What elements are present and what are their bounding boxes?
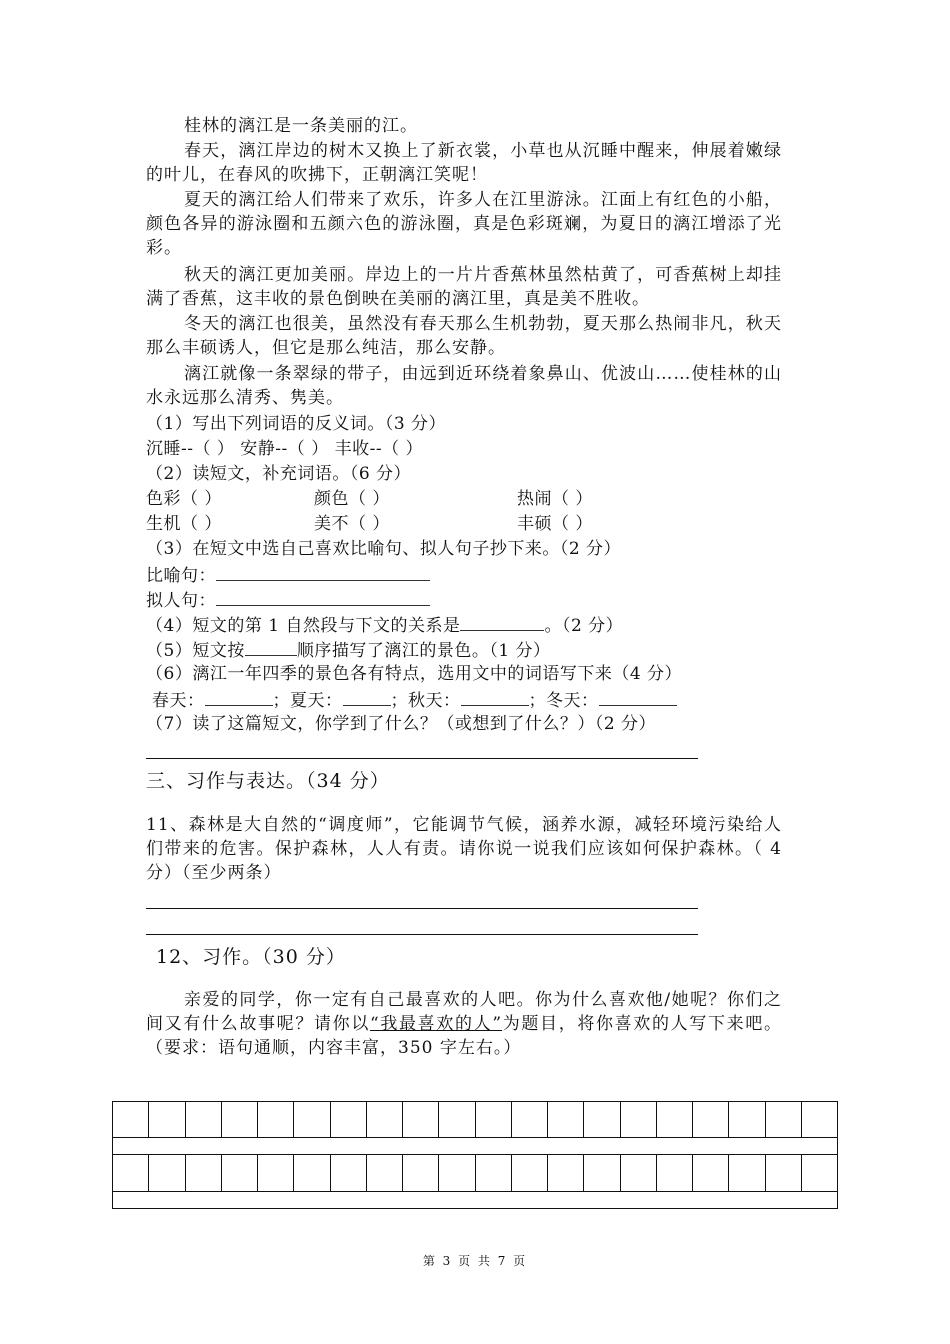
question-5-text: （5）短文按 [146,641,245,661]
question-7: （7）读了这篇短文，你学到了什么？（或想到了什么？）（2 分） [146,714,657,734]
question-1-items: 沉睡--（ ） 安静--（ ） 丰收--（ ） [146,439,423,459]
essay-topic: “我最喜欢的人” [369,1014,503,1034]
question-1: （1）写出下列词语的反义词。（3 分） [146,414,447,434]
autumn-blank[interactable] [461,687,529,706]
question-3-simile-row [146,562,430,588]
question-11: 11、森林是大自然的“调度师”，它能调节气候，涵养水源，减轻环境污染给人们带来的危害。保护森林，人人有责。请你说一说我们应该如何保护森林。（ 4 分）（至少两条） [146,815,782,883]
question-2: （2）读短文，补充词语。（6 分） [146,464,412,484]
passage-paragraph-1: 桂林的漓江是一条美丽的江。 [184,116,418,136]
passage-paragraph-4: 秋天的漓江更加美丽。岸边上的一片片香蕉林虽然枯黄了，可香蕉树上却挂满了香蕉，这丰收的景色倒映在美丽的漓江里，真是美不胜收。 [146,265,782,309]
grid-row-2[interactable] [113,1155,837,1191]
question-12-title: 12、习作。（30 分） [156,946,346,968]
writing-grid[interactable] [112,1101,838,1209]
summer-blank[interactable] [343,687,391,706]
question-12-prompt [146,988,782,1060]
question-12-prompt-a: 亲爱的同学，你一定有自己最喜欢的人吧。你为什么喜欢他/她呢？你们之间又有什么故事呢？请你以 [146,990,782,1034]
passage-paragraph-5: 冬天的漓江也很美，虽然没有春天那么生机勃勃，夏天那么热闹非凡，秋天那么丰硕诱人，但它是那么纯洁，那么安静。 [146,314,782,358]
grid-row-1[interactable] [113,1102,837,1137]
question-4 [146,612,623,638]
question-11-answer-line-2[interactable] [146,934,698,935]
question-2-item-生机: 生机（ ） [146,514,222,534]
question-2-item-热闹: 热闹（ ） [517,489,593,509]
spring-label: 春天： [152,691,205,711]
personify-answer-blank[interactable] [216,587,430,606]
passage-paragraph-6: 漓江就像一条翠绿的带子，由远到近环绕着象鼻山、优波山……使桂林的山水永远那么清秀、隽美。 [146,364,782,408]
question-7-answer-line[interactable] [146,758,698,759]
question-2-item-色彩: 色彩（ ） [146,489,222,509]
question-2-item-丰硕: 丰硕（ ） [517,514,593,534]
question-4-blank[interactable] [460,612,544,631]
simile-answer-blank[interactable] [216,562,430,581]
question-5-blank[interactable] [245,637,297,656]
question-12-prompt-b: 为题目，将你喜欢的人写下来吧。（要求：语句通顺，内容丰富，350 字左右。） [146,1014,783,1058]
question-6-seasons [152,687,677,713]
question-2-item-颜色: 颜色（ ） [314,489,390,509]
spring-blank[interactable] [205,687,273,706]
autumn-label: ；秋天： [390,691,461,711]
section-3-title: 三、习作与表达。（34 分） [146,770,390,792]
question-6: （6）漓江一年四季的景色各有特点，选用文中的词语写下来（4 分） [146,664,683,684]
page-number: 第 3 页 共 7 页 [422,1254,528,1268]
summer-label: ；夏天： [272,691,343,711]
question-3: （3）在短文中选自己喜欢比喻句、拟人句子抄下来。（2 分） [146,539,622,559]
question-5 [146,637,551,663]
passage-paragraph-2: 春天，漓江岸边的树木又换上了新衣裳，小草也从沉睡中醒来，伸展着嫩绿的叶儿，在春风的吹拂下，正朝漓江笑呢！ [146,141,782,185]
question-2-item-美不: 美不（ ） [314,514,390,534]
personify-label: 拟人句： [146,591,216,611]
question-11-answer-line-1[interactable] [146,908,698,909]
question-5-rest: 顺序描写了漓江的景色。（1 分） [296,641,551,661]
question-4-score: 。（2 分） [544,616,624,636]
question-4-text: （4）短文的第 1 自然段与下文的关系是 [146,616,461,636]
simile-label: 比喻句： [146,566,216,586]
winter-label: ；冬天： [528,691,599,711]
question-3-personify-row [146,587,430,613]
winter-blank[interactable] [599,687,677,706]
passage-paragraph-3: 夏天的漓江给人们带来了欢乐，许多人在江里游泳。江面上有红色的小船，颜色各异的游泳圈和五颜六色的游泳圈，真是色彩斑斓，为夏日的漓江增添了光彩。 [146,190,782,258]
